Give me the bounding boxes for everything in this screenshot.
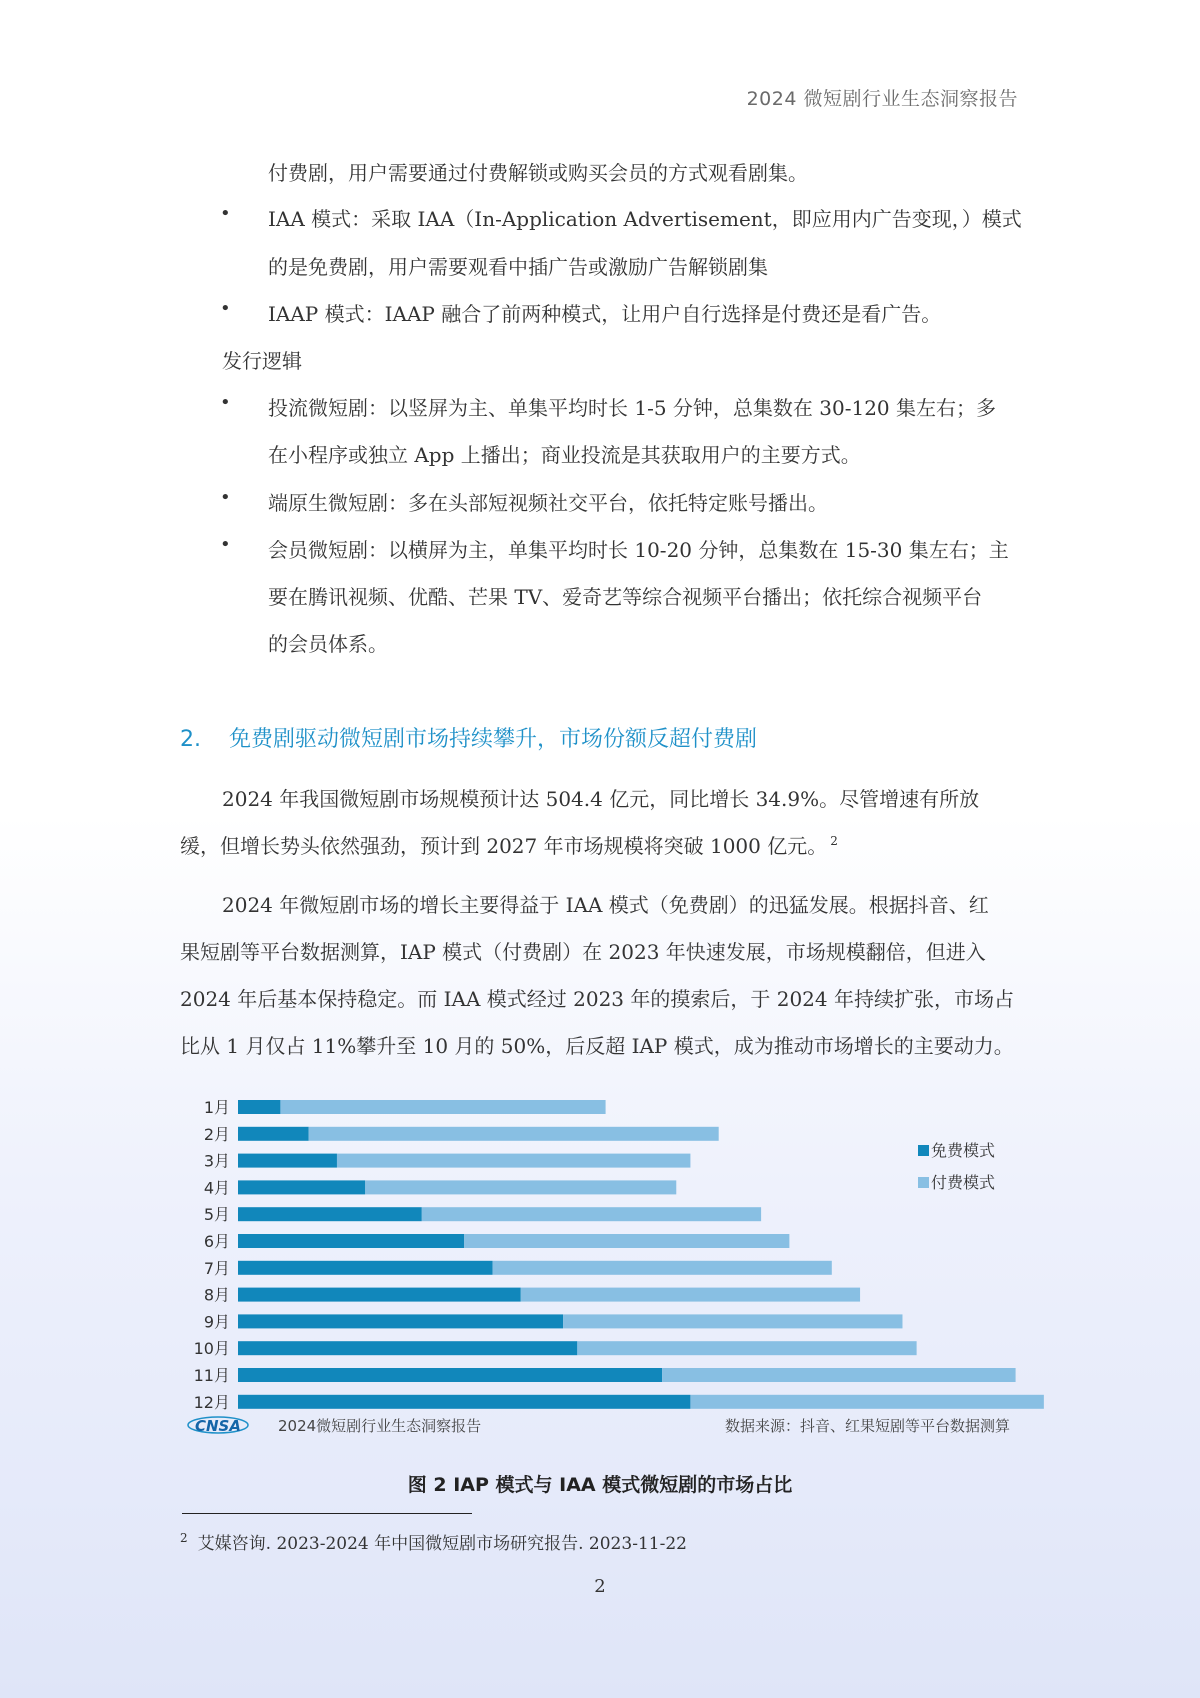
bullet-dot: • [220,392,231,413]
paid-mode-bar [492,1261,831,1275]
footnote [180,1529,687,1554]
chart-legend [918,1141,995,1192]
month-label: 8月 [203,1285,230,1305]
paid-mode-bar [464,1234,789,1248]
free-mode-bar [238,1288,521,1302]
release-heading: 发行逻辑 [222,349,302,373]
legend-swatch [918,1177,929,1188]
paid-mode-bar [365,1180,676,1194]
month-label: 6月 [203,1232,230,1251]
paid-mode-bar [309,1127,719,1141]
paragraph-1-line-2-text: 缓，但增长势头依然强劲，预计到 2027 年市场规模将突破 1000 亿元。 [180,834,828,858]
native-line: 端原生微短剧：多在头部短视频社交平台，依托特定账号播出。 [268,491,828,515]
member-line-2: 要在腾讯视频、优酷、芒果 TV、爱奇艺等综合视频平台播出；依托综合视频平台 [268,585,983,609]
footnote-text: 艾媒咨询. 2023-2024 年中国微短剧市场研究报告. 2023-11-22 [197,1534,687,1554]
footnote-number: 2 [180,1531,188,1546]
month-label: 10月 [193,1339,230,1359]
paid-mode-bar [280,1100,605,1114]
paragraph-2-line-4: 比从 1 月仅占 11%攀升至 10 月的 50%，后反超 IAP 模式，成为推动市场增长的主要动力。 [180,1034,1014,1058]
iaa-line-1: IAA 模式：采取 IAA（In-Application Advertisement，即应用内广告变现，）模式 [268,207,1022,231]
paid-mode-bar [563,1314,902,1328]
toulu-line-1: 投流微短剧：以竖屏为主、单集平均时长 1-5 分钟，总集数在 30-120 集左右；多 [268,396,997,420]
chart-source: 数据来源：抖音、红果短剧等平台数据测算 [724,1417,1010,1435]
free-mode-bar [238,1100,280,1114]
bullet-dot: • [220,534,231,555]
paragraph-2-line-3: 2024 年后基本保持稳定。而 IAA 模式经过 2023 年的摸索后，于 2024 年持续扩张，市场占 [180,987,1014,1011]
paragraph-2-line-1: 2024 年微短剧市场的增长主要得益于 IAA 模式（免费剧）的迅猛发展。根据抖音、红 [222,893,989,917]
paid-mode-bar [337,1154,690,1168]
chart-footer [188,1417,1010,1435]
month-label: 1月 [203,1098,230,1117]
free-mode-bar [238,1127,309,1141]
page-number: 2 [594,1576,606,1597]
paid-mode-bar [690,1395,1043,1409]
free-mode-bar [238,1395,690,1409]
month-label: 2月 [203,1124,230,1144]
month-label: 11月 [193,1366,230,1385]
legend-label: 免费模式 [931,1141,996,1160]
free-mode-bar [238,1207,422,1221]
bullet-dot: • [220,487,231,508]
paragraph-1-line-1: 2024 年我国微短剧市场规模预计达 504.4 亿元，同比增长 34.9%。尽管增速有所放 [222,787,980,811]
logo-text: CNSA [195,1417,241,1435]
chart-brand: 2024微短剧行业生态洞察报告 [278,1417,482,1435]
free-mode-bar [238,1341,577,1355]
month-label: 12月 [193,1392,230,1412]
paid-mode-bar [521,1288,860,1302]
month-label: 7月 [203,1258,230,1278]
paid-mode-bar [422,1207,761,1221]
free-mode-bar [238,1234,464,1248]
free-mode-bar [238,1180,365,1194]
cnsa-logo [188,1417,248,1435]
paragraph-2-line-2: 果短剧等平台数据测算，IAP 模式（付费剧）在 2023 年快速发展，市场规模翻倍，但进入 [180,940,986,964]
free-mode-bar [238,1368,662,1382]
toulu-line-2: 在小程序或独立 App 上播出；商业投流是其获取用户的主要方式。 [268,443,861,467]
month-label: 5月 [203,1205,230,1225]
member-line-3: 的会员体系。 [268,632,388,656]
iaa-line-2: 的是免费剧，用户需要观看中插广告或激励广告解锁剧集 [268,255,768,279]
month-label: 3月 [203,1151,230,1171]
bullet-dot: • [220,298,231,319]
paid-mode-bar [577,1341,916,1355]
market-share-chart [178,1090,1028,1435]
section-title-text: 免费剧驱动微短剧市场持续攀升，市场份额反超付费剧 [229,727,758,752]
free-mode-bar [238,1261,492,1275]
figure-caption: 图 2 IAP 模式与 IAA 模式微短剧的市场占比 [407,1474,793,1496]
chart-bars [194,1098,1044,1412]
member-line-1: 会员微短剧：以横屏为主，单集平均时长 10-20 分钟，总集数在 15-30 集左右；主 [268,538,1009,562]
paragraph-1-line-2 [180,830,838,859]
bullet-dot: • [220,203,231,224]
free-mode-bar [238,1314,563,1328]
legend-label: 付费模式 [931,1173,996,1192]
free-mode-bar [238,1154,337,1168]
iaap-line: IAAP 模式：IAAP 融合了前两种模式，让用户自行选择是付费还是看广告。 [268,302,942,326]
month-label: 9月 [203,1312,230,1332]
paid-mode-bar [662,1368,1015,1382]
footnote-divider [182,1513,472,1514]
footnote-ref[interactable]: 2 [830,834,838,849]
page-header: 2024 微短剧行业生态洞察报告 [746,88,1018,110]
legend-swatch [918,1145,929,1156]
section-number: 2. [180,727,201,752]
section-title [180,722,757,753]
month-label: 4月 [203,1178,230,1198]
paid-drama-tail: 付费剧，用户需要通过付费解锁或购买会员的方式观看剧集。 [268,161,808,185]
